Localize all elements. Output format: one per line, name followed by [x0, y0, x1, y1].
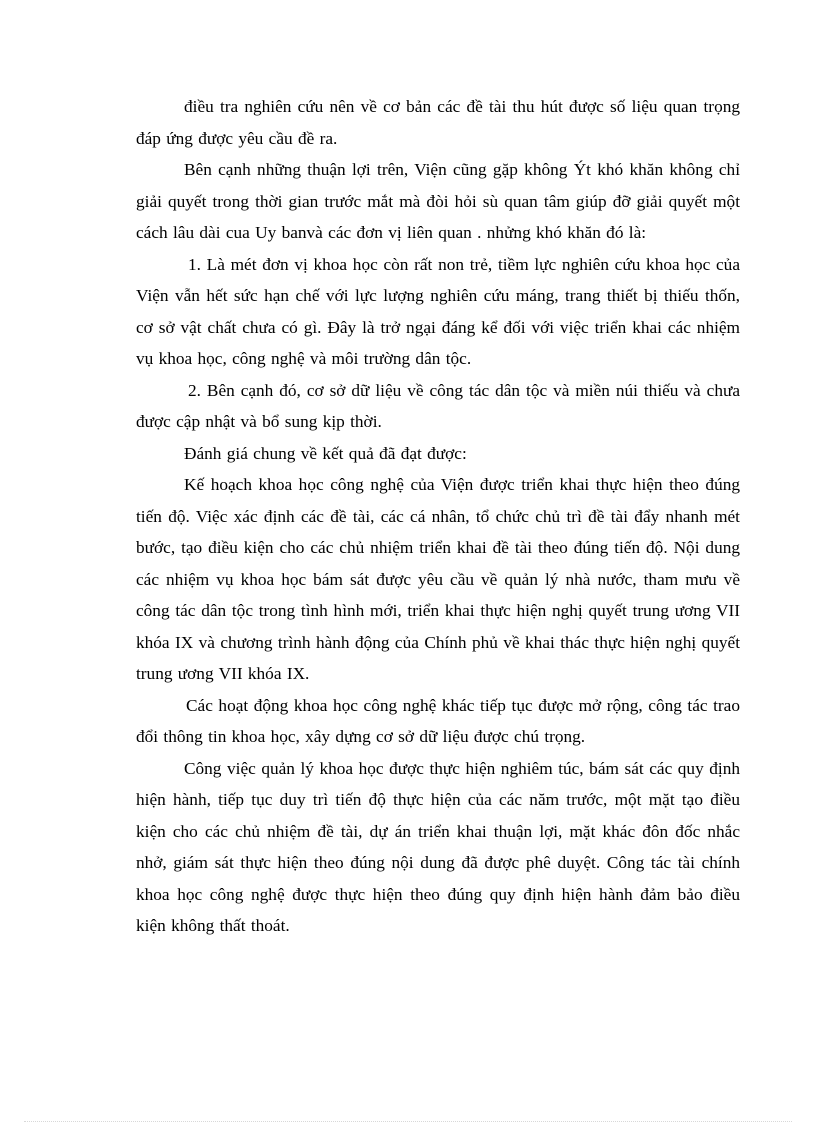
paragraph-difficulty-2: 2. Bên cạnh đó, cơ sở dữ liệu về công tác dân tộc và miền núi thiếu và chưa được cập nhật và bổ sung kịp thời.	[136, 380, 740, 431]
paragraph-difficulties-intro: Bên cạnh những thuận lợi trên, Viện cũng gặp không Ýt khó khăn không chỉ giải quyết trong thời gian trước mắt mà đòi hỏi sù quan tâm giúp đỡ giải quyết một cách lâu dài cua Uy banvà các đơn vị liên quan . nhửng khó khăn đó là:	[136, 160, 740, 242]
paragraph-overall-assessment-heading: Đánh giá chung về kết quả đã đạt được:	[184, 443, 467, 463]
paragraph-other-activities: Các hoạt động khoa học công nghệ khác tiếp tục được mở rộng, công tác trao đổi thông tin khoa học, xây dựng cơ sở dữ liệu được chú trọng.	[136, 695, 740, 746]
document-body	[136, 91, 740, 942]
paragraph-survey-results: điều tra nghiên cứu nên về cơ bản các đề tài thu hút được số liệu quan trọng đáp ứng được yêu cầu đề ra.	[136, 97, 740, 148]
paragraph-science-plan: Kế hoạch khoa học công nghệ của Viện được triển khai thực hiện theo đúng tiến độ. Việc xác định các đề tài, các cá nhân, tổ chức chủ trì đề tài đẩy nhanh mét bước, tạo điều kiện cho các chủ nhiệm triển khai đề tài theo đúng tiến độ. Nội dung các nhiệm vụ khoa học bám sát được yêu cầu về quản lý nhà nước, tham mưu về công tác dân tộc trong tình hình mới, triển khai thực hiện nghị quyết trung ương VII khóa IX và chương trình hành động của Chính phủ về khai thác thực hiện nghị quyết trung ương VII khóa IX.	[136, 475, 740, 683]
paragraph-difficulty-1: 1. Là mét đơn vị khoa học còn rất non trẻ, tiềm lực nghiên cứu khoa học của Viện vẫn hết sức hạn chế với lực lượng nghiên cứu máng, trang thiết bị thiếu thốn, cơ sở vật chất chưa có gì. Đây là trở ngại đáng kể đối với việc triển khai các nhiệm vụ khoa học, công nghệ và môi trường dân tộc.	[136, 254, 740, 368]
page-bottom-divider	[24, 1121, 792, 1122]
paragraph-management-work: Công việc quản lý khoa học được thực hiện nghiêm túc, bám sát các quy định hiện hành, tiếp tục duy trì tiến độ thực hiện của các năm trước, một mặt tạo điều kiện cho các chủ nhiệm đề tài, dự án triển khai thuận lợi, mặt khác đôn đốc nhắc nhở, giám sát thực hiện theo đúng nội dung đã được phê duyệt. Công tác tài chính khoa học công nghệ được thực hiện theo đúng quy định hiện hành đảm bảo điều kiện không thất thoát.	[136, 758, 740, 935]
